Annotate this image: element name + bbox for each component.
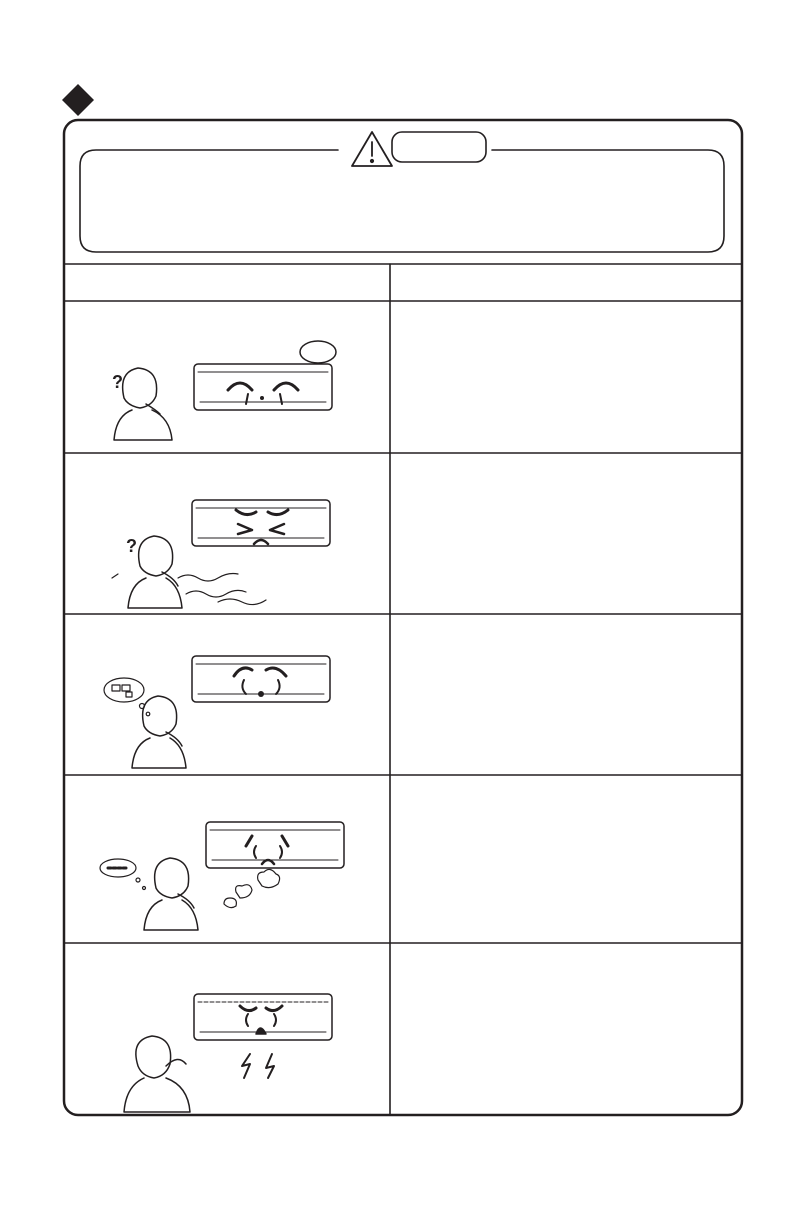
warning-triangle-icon bbox=[352, 132, 392, 166]
speech-bubble-icon bbox=[100, 859, 146, 890]
question-mark-icon: ? bbox=[126, 536, 137, 556]
row2-illustration bbox=[112, 500, 330, 608]
airflow-lines bbox=[112, 574, 266, 605]
ac-unit bbox=[194, 364, 332, 410]
diamond-bullet-icon bbox=[62, 84, 94, 116]
row4-illustration bbox=[100, 822, 344, 930]
question-mark-icon: ? bbox=[112, 372, 123, 392]
row3-illustration bbox=[104, 656, 330, 768]
caution-box bbox=[80, 150, 724, 252]
row1-illustration bbox=[112, 341, 336, 440]
ac-unit bbox=[206, 822, 344, 868]
row5-illustration bbox=[124, 994, 332, 1112]
table-grid bbox=[64, 264, 742, 1115]
ac-unit bbox=[192, 656, 330, 702]
ac-unit bbox=[192, 500, 330, 546]
lightning-icon bbox=[242, 1054, 274, 1078]
smoke-puffs bbox=[224, 869, 280, 907]
outer-frame bbox=[64, 120, 742, 1115]
man-figure bbox=[124, 1036, 190, 1112]
woman-figure bbox=[144, 858, 198, 930]
ac-unit bbox=[194, 994, 332, 1040]
speech-bubble-icon bbox=[300, 341, 336, 363]
caution-label bbox=[392, 134, 486, 162]
